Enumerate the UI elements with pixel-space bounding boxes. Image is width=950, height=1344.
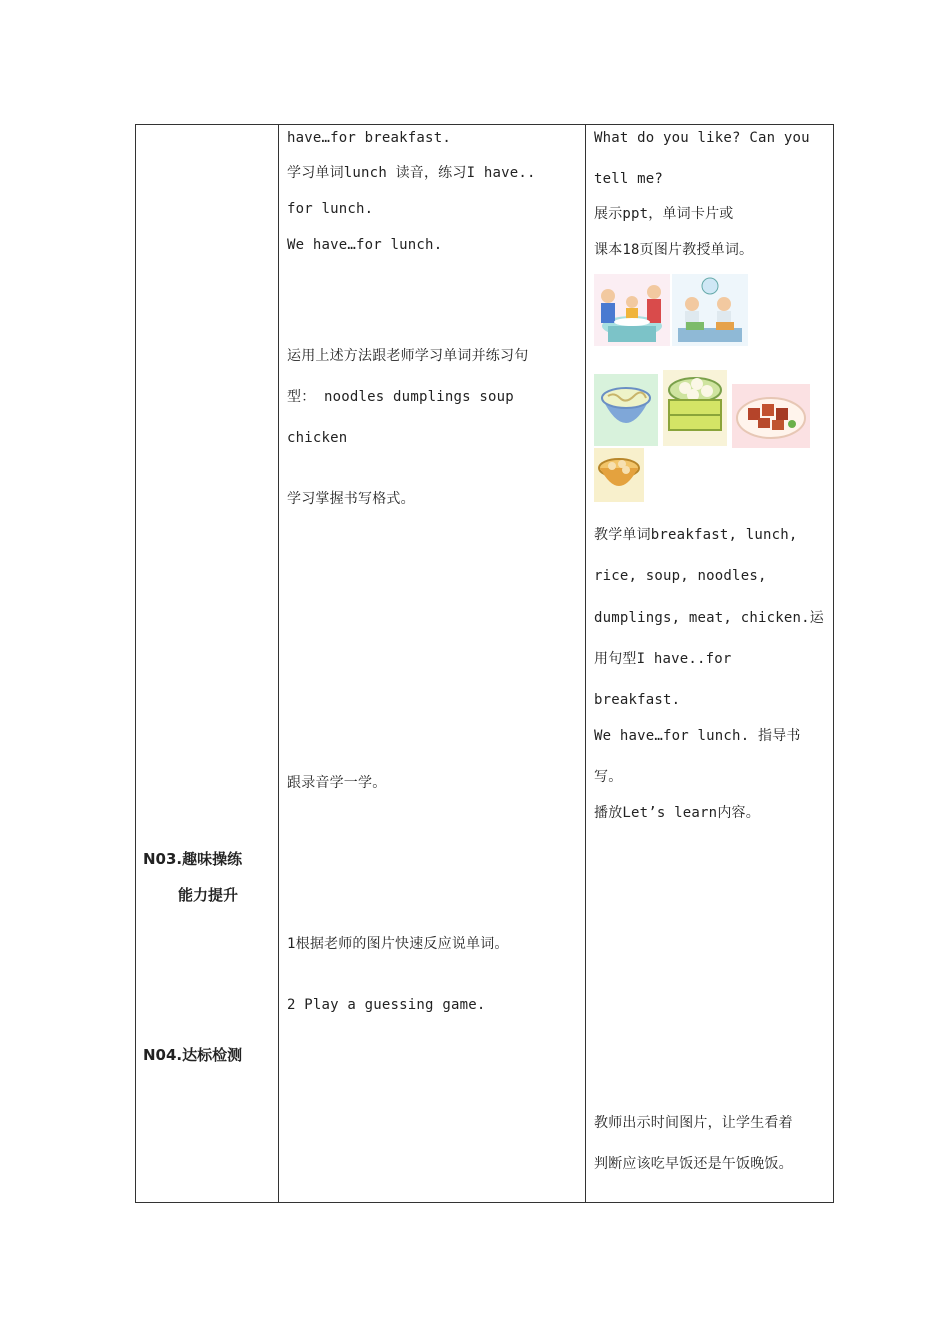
step3-subtitle: 能力提升 <box>178 886 239 904</box>
mid-line-2: 学习单词lunch 读音，练习I have.. <box>287 165 536 181</box>
mid-line-8: 学习掌握书写格式。 <box>287 491 415 507</box>
mid-line-3: for lunch. <box>287 201 374 217</box>
step3-title: N03.趣味操练 <box>143 850 243 868</box>
mid-line-10: 1根据老师的图片快速反应说单词。 <box>287 936 509 952</box>
right-line-7: dumplings, meat, chicken.运 <box>594 610 824 626</box>
right-line-12: 播放Let’s learn内容。 <box>594 805 760 821</box>
school-lunch-image <box>672 274 748 346</box>
right-line-2: tell me? <box>594 171 664 187</box>
right-line-11: 写。 <box>594 769 623 785</box>
mid-line-6: 型： noodles dumplings soup <box>287 389 514 405</box>
mid-line-5: 运用上述方法跟老师学习单词并练习句 <box>287 348 529 364</box>
right-line-4: 课本18页图片教授单词。 <box>594 242 754 258</box>
mid-line-7: chicken <box>287 430 348 446</box>
dumplings-image <box>663 370 727 446</box>
mid-line-9: 跟录音学一学。 <box>287 775 387 791</box>
right-line-3: 展示ppt，单词卡片或 <box>594 206 734 222</box>
right-line-13: 教师出示时间图片，让学生看着 <box>594 1115 793 1131</box>
mid-line-4: We have…for lunch. <box>287 237 443 253</box>
family-breakfast-image <box>594 274 670 346</box>
mid-line-11: 2 Play a guessing game. <box>287 997 486 1013</box>
meat-image <box>732 384 810 448</box>
right-line-9: breakfast. <box>594 692 681 708</box>
chicken-image <box>594 448 644 502</box>
mid-line-1: have…for breakfast. <box>287 130 451 146</box>
step4-title: N04.达标检测 <box>143 1046 243 1064</box>
column-divider-1 <box>278 125 279 1202</box>
noodles-image <box>594 374 658 446</box>
right-line-10: We have…for lunch. 指导书 <box>594 728 801 744</box>
column-divider-2 <box>585 125 586 1202</box>
right-line-14: 判断应该吃早饭还是午饭晚饭。 <box>594 1156 793 1172</box>
right-line-6: rice, soup, noodles, <box>594 568 767 584</box>
right-line-8: 用句型I have..for <box>594 651 732 667</box>
right-line-1: What do you like? Can you <box>594 130 810 146</box>
right-line-5: 教学单词breakfast, lunch, <box>594 527 798 543</box>
